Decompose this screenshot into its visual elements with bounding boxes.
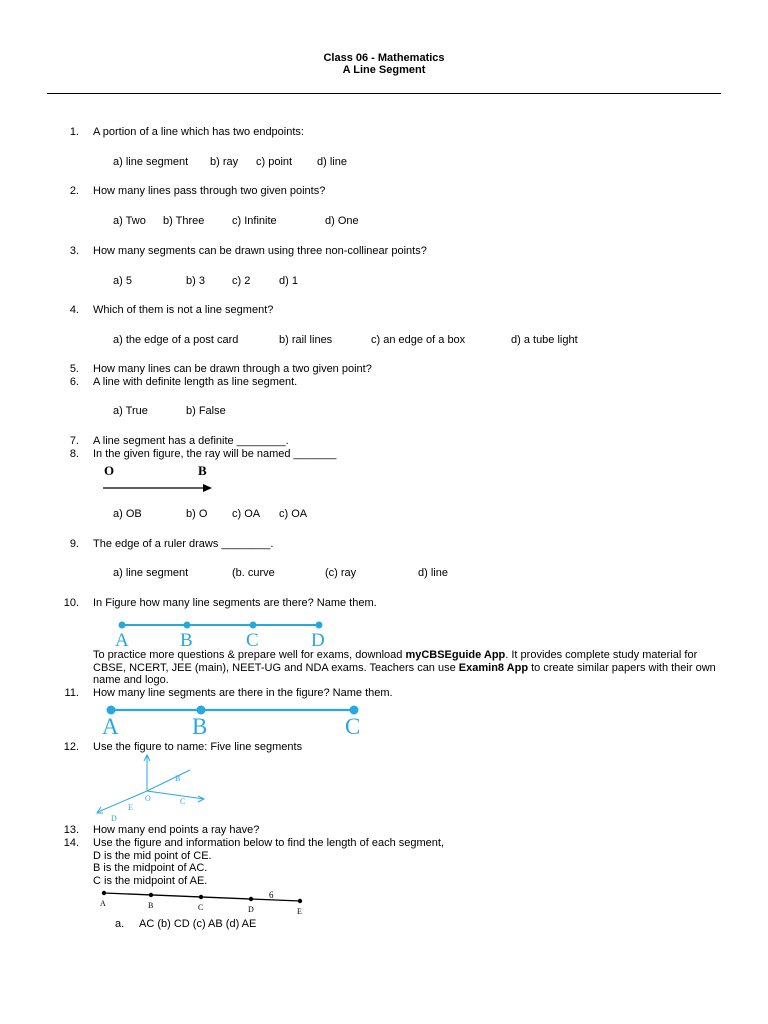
- question-text: The edge of a ruler draws ________.: [93, 538, 274, 550]
- option: c) point: [256, 156, 293, 168]
- option: (c) ray: [325, 567, 357, 579]
- option: c) 2: [232, 275, 251, 287]
- point-label-d: D: [248, 905, 254, 914]
- question-text: How many end points a ray have?: [93, 824, 260, 836]
- option: b) Three: [163, 215, 205, 227]
- question-text: Use the figure and information below to find the length of each segment,: [93, 837, 444, 849]
- question-number: 1.: [69, 126, 79, 138]
- point-label-b: B: [180, 630, 193, 649]
- point-label-o: O: [145, 794, 151, 803]
- option: d) line: [418, 567, 448, 579]
- examin8-app-name: Examin8 App: [458, 661, 529, 674]
- point-a-dot: [119, 622, 126, 629]
- question-text: A portion of a line which has two endpoints:: [93, 126, 304, 138]
- point-d-dot: [249, 897, 253, 901]
- point-label-c: C: [180, 797, 186, 806]
- five-segments-figure: [92, 752, 217, 824]
- point-label-d: D: [111, 814, 117, 823]
- option: b) False: [186, 405, 226, 417]
- point-label-c: C: [198, 903, 204, 912]
- point-d-dot: [316, 622, 323, 629]
- question-number: 8.: [69, 448, 79, 460]
- option: b) rail lines: [279, 334, 333, 346]
- question-number: 14.: [63, 837, 79, 849]
- point-c-dot: [250, 622, 257, 629]
- question-number: 10.: [63, 597, 79, 609]
- option: a) line segment: [113, 156, 189, 168]
- question-text: How many segments can be drawn using three non-collinear points?: [93, 245, 427, 257]
- option: c) Infinite: [232, 215, 277, 227]
- option: a) OB: [113, 508, 142, 520]
- question-text: A line with definite length as line segment.: [93, 376, 298, 388]
- question-number: 5.: [69, 363, 79, 375]
- segment-oc: [147, 791, 204, 799]
- option: a) line segment: [113, 567, 189, 579]
- option: c) OA: [232, 508, 261, 520]
- point-label-a: A: [115, 630, 129, 649]
- question-text: Which of them is not a line segment?: [93, 304, 274, 316]
- question-text: How many lines pass through two given points?: [93, 185, 326, 197]
- question-number: 6.: [69, 376, 79, 388]
- point-label-a: A: [102, 714, 119, 739]
- option: b) O: [186, 508, 208, 520]
- option: c) OA: [279, 508, 308, 520]
- question-text: How many line segments are there in the figure? Name them.: [93, 687, 393, 699]
- question-number: 11.: [64, 687, 79, 699]
- option: a) Two: [113, 215, 146, 227]
- option: d) line: [317, 156, 347, 168]
- point-label-c: C: [246, 630, 259, 649]
- question-text: A line segment has a definite ________.: [93, 435, 289, 447]
- option: c) an edge of a box: [371, 334, 466, 346]
- question-text: Use the figure to name: Five line segments: [93, 741, 303, 753]
- question-text: In Figure how many line segments are there? Name them.: [93, 597, 377, 609]
- info-line: C is the midpoint of AE.: [93, 875, 208, 887]
- info-line: D is the mid point of CE.: [93, 850, 212, 862]
- point-label-b: B: [192, 714, 208, 739]
- point-label-a: A: [100, 899, 106, 908]
- question-number: 4.: [69, 304, 79, 316]
- segment-to-b: [147, 770, 190, 791]
- question-number: 9.: [69, 538, 79, 550]
- point-a-dot: [102, 891, 106, 895]
- point-label-o: O: [104, 463, 115, 478]
- option: d) a tube light: [511, 334, 578, 346]
- question-number: 7.: [69, 435, 79, 447]
- segment-length-label: 6: [269, 890, 274, 900]
- segment-abcd-figure: [110, 617, 340, 649]
- option: a) the edge of a post card: [113, 334, 239, 346]
- question-text: In the given figure, the ray will be named _______: [93, 448, 337, 460]
- worksheet-class-title: Class 06 - Mathematics: [323, 52, 445, 64]
- header-divider: [47, 93, 721, 94]
- sub-item-text: AC (b) CD (c) AB (d) AE: [139, 918, 257, 930]
- point-label-b: B: [175, 774, 181, 783]
- point-label-d: D: [311, 630, 325, 649]
- segment-od: [98, 791, 147, 812]
- segment-abc-figure: [98, 701, 373, 739]
- point-label-e: E: [297, 907, 302, 916]
- question-number: 2.: [69, 185, 79, 197]
- point-label-b: B: [198, 463, 207, 478]
- question-text: How many lines can be drawn through a two given point?: [93, 363, 372, 375]
- ray-arrowhead: [203, 484, 212, 492]
- option: d) One: [325, 215, 359, 227]
- point-e-dot: [298, 899, 302, 903]
- option: a) True: [113, 405, 148, 417]
- question-number: 12.: [63, 741, 79, 753]
- point-c-dot: [199, 895, 203, 899]
- segment-ae-figure: [96, 886, 311, 918]
- promo-text: To practice more questions & prepare well for exams, download myCBSEguide App. It provides complete study material for CBSE, NCERT, JEE (main), NEET-UG and NDA exams. Teachers can use Examin8 App to create similar papers with their own name and logo.: [93, 649, 716, 686]
- point-label-c: C: [345, 714, 361, 739]
- info-line: B is the midpoint of AC.: [93, 862, 208, 874]
- option: d) 1: [279, 275, 298, 287]
- point-label-e: E: [128, 803, 133, 812]
- ray-ob-figure: [98, 460, 218, 496]
- option: b) 3: [186, 275, 205, 287]
- point-label-b: B: [148, 901, 154, 910]
- option: (b. curve: [232, 567, 275, 579]
- option: b) ray: [210, 156, 239, 168]
- point-b-dot: [149, 893, 153, 897]
- point-b-dot: [184, 622, 191, 629]
- mycbseguide-app-name: myCBSEguide App: [405, 649, 506, 661]
- sub-item-label: a.: [115, 918, 125, 930]
- question-number: 13.: [63, 824, 79, 836]
- worksheet-topic-title: A Line Segment: [342, 64, 426, 76]
- question-number: 3.: [69, 245, 79, 257]
- option: a) 5: [113, 275, 132, 287]
